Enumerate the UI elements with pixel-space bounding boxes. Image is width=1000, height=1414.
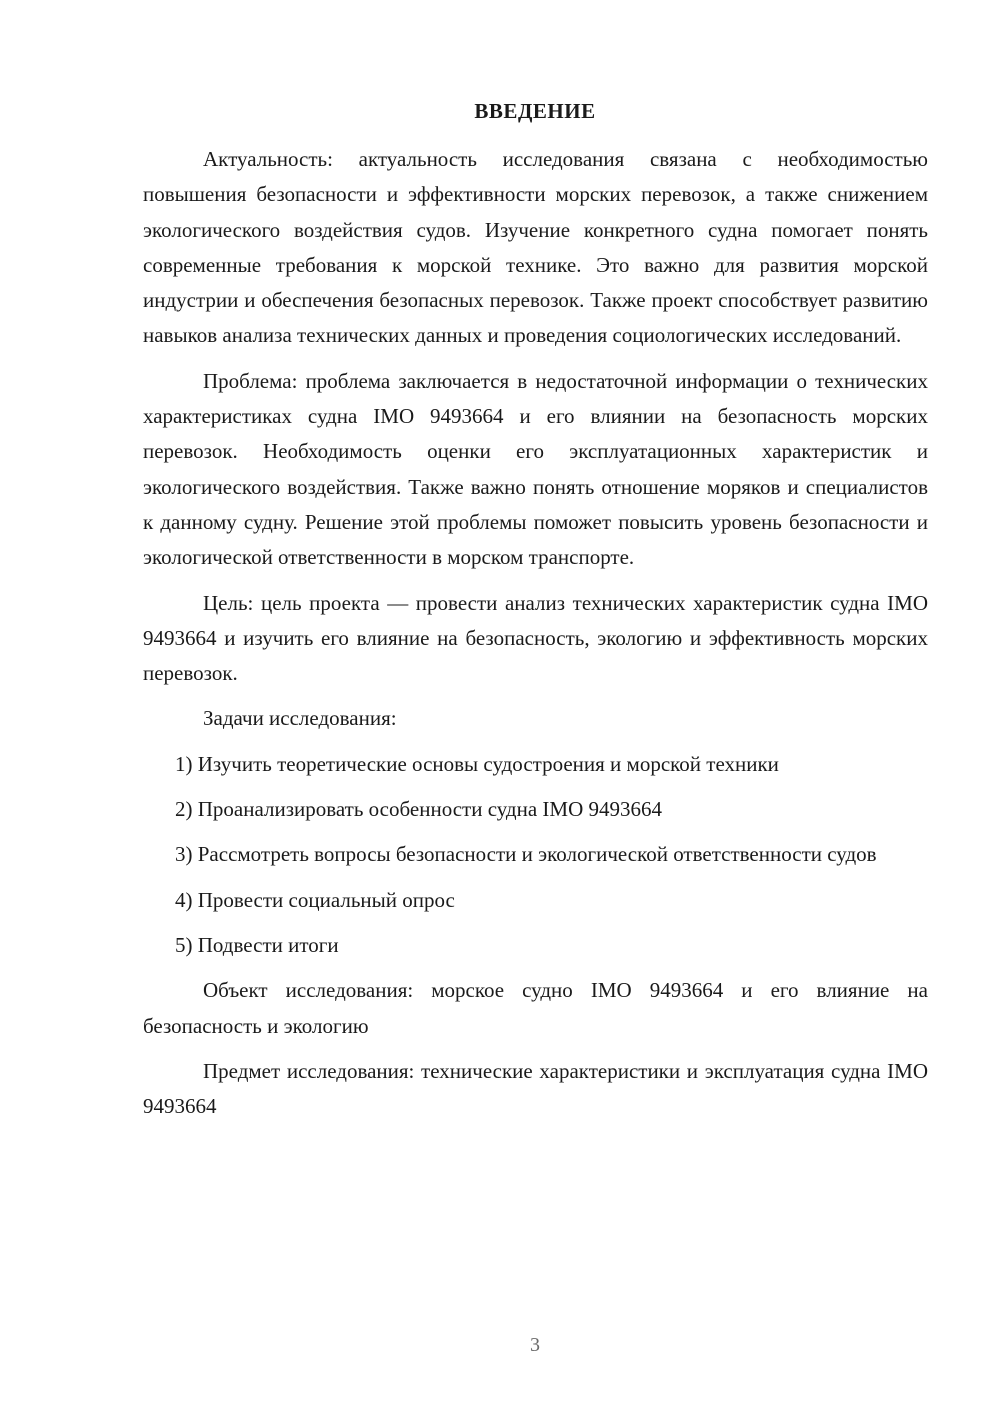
- relevance-paragraph: Актуальность: актуальность исследования связана с необходимостью повышения безопасности и эффективности морских перевозок, а также снижением экологического воздействия судов. Изучение конкретного судна помогает понять современные требования к морской технике. Это важно для развития морской индустрии и обеспечения безопасных перевозок. Также проект способствует развитию навыков анализа технических данных и проведения социологических исследований.: [143, 147, 928, 348]
- page-title: ВВЕДЕНИЕ: [474, 99, 596, 123]
- task-item-4: 4) Провести социальный опрос: [175, 887, 455, 912]
- problem-paragraph: Проблема: проблема заключается в недостаточной информации о технических характеристиках судна IMO 9493664 и его влиянии на безопасность морских перевозок. Необходимость оценки его эксплуатационных характеристик и экологического воздействия. Также важно понять отношение моряков и специалистов к данному судну. Решение этой проблемы поможет повысить уровень безопасности и экологической ответственности в морском транспорте.: [143, 368, 928, 570]
- document-body: [143, 142, 928, 1124]
- object-paragraph: Объект исследования: морское судно IMO 9493664 и его влияние на безопасность и экологию: [143, 978, 928, 1038]
- page-number: 3: [530, 1334, 540, 1356]
- task-item-2: 2) Проанализировать особенности судна IMO 9493664: [175, 797, 662, 822]
- task-item-3: 3) Рассмотреть вопросы безопасности и экологической ответственности судов: [175, 842, 877, 867]
- subject-paragraph: Предмет исследования: технические характеристики и эксплуатация судна IMO 9493664: [143, 1058, 928, 1119]
- tasks-heading: Задачи исследования:: [203, 706, 397, 731]
- goal-paragraph: Цель: цель проекта — провести анализ технических характеристик судна IMO 9493664 и изучить его влияние на безопасность, экологию и эффективность морских перевозок.: [143, 590, 928, 686]
- task-item-5: 5) Подвести итоги: [175, 932, 339, 957]
- task-item-1: 1) Изучить теоретические основы судостроения и морской техники: [175, 751, 779, 776]
